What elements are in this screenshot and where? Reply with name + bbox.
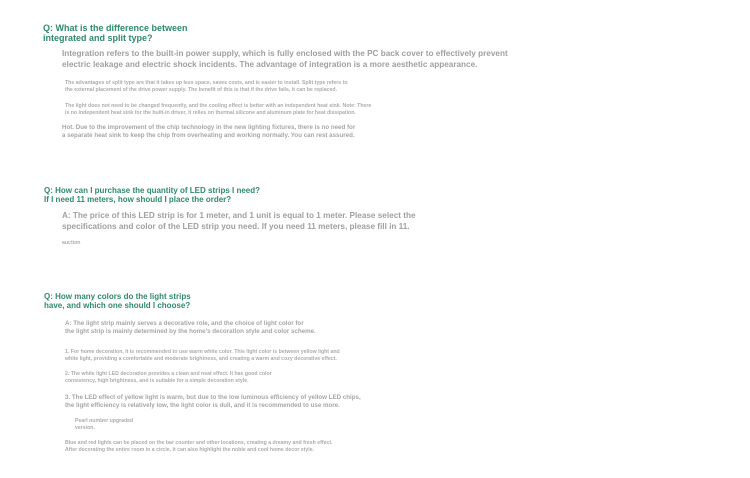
faq-answer-paragraph: 2. The white light LED decoration provides a clean and neat effect. It has good color consistency, high brightness, and is suitable for a simple decoration style.: [65, 371, 272, 384]
faq-answer-paragraph: The light does not need to be changed frequently, and the cooling effect is better with an independent heat sink. Note: There is no independent heat sink for the built-in driver, it relies on thermal silicone and aluminum plate for heat dissipation.: [65, 103, 372, 116]
faq-answer-paragraph: The advantages of split type are that it takes up less space, saves costs, and is easier to install. Split type refers to the external placement of the drive power supply. The benefit of this is that if the drive fails, it can be replaced.: [65, 80, 348, 93]
faq-answer-paragraph: A: The price of this LED strip is for 1 meter, and 1 unit is equal to 1 meter. Please select the specifications and color of the LED strip you need. If you need 11 meters, please fill in 11.: [62, 211, 416, 231]
faq-answer-paragraph: A: The light strip mainly serves a decorative role, and the choice of light color for the light strip is mainly determined by the home's decoration style and color scheme.: [65, 320, 316, 336]
faq-answer-paragraph: Blue and red lights can be placed on the bar counter and other locations, creating a dreamy and fresh effect. After decorating the entire room in a circle, it can also highlight the noble and cool home decor style.: [65, 440, 333, 453]
faq-answer-paragraph: 1. For home decoration, it is recommended to use warm white color. This light color is between yellow light and white light, providing a comfortable and moderate brightness, and creating a warm and cozy decorative effect.: [65, 349, 340, 362]
faq-answer-paragraph: Hot. Due to the improvement of the chip technology in the new lighting fixtures, there is no need for a separate heat sink to keep the chip from overheating and working normally. You can rest assured.: [62, 124, 356, 140]
faq-question-purchase-quantity: Q: How can I purchase the quantity of LED strips I need? If I need 11 meters, how should I place the order?: [44, 186, 261, 205]
faq-question-light-colors: Q: How many colors do the light strips have, and which one should I choose?: [44, 292, 191, 311]
faq-answer-paragraph: Pearl number upgraded version.: [75, 418, 134, 431]
faq-answer-paragraph: 3. The LED effect of yellow light is warm, but due to the low luminous efficiency of yellow LED chips, the light efficiency is relatively low, the light color is dull, and it is recommended to use more.: [65, 394, 361, 410]
auction-label: auction: [62, 240, 81, 246]
faq-question-integrated-vs-split: Q: What is the difference between integrated and split type?: [43, 23, 188, 44]
faq-answer-paragraph: Integration refers to the built-in power supply, which is fully enclosed with the PC back cover to effectively prevent electric leakage and electric shock incidents. The advantage of integration is a more aesthetic appearance.: [62, 49, 508, 69]
